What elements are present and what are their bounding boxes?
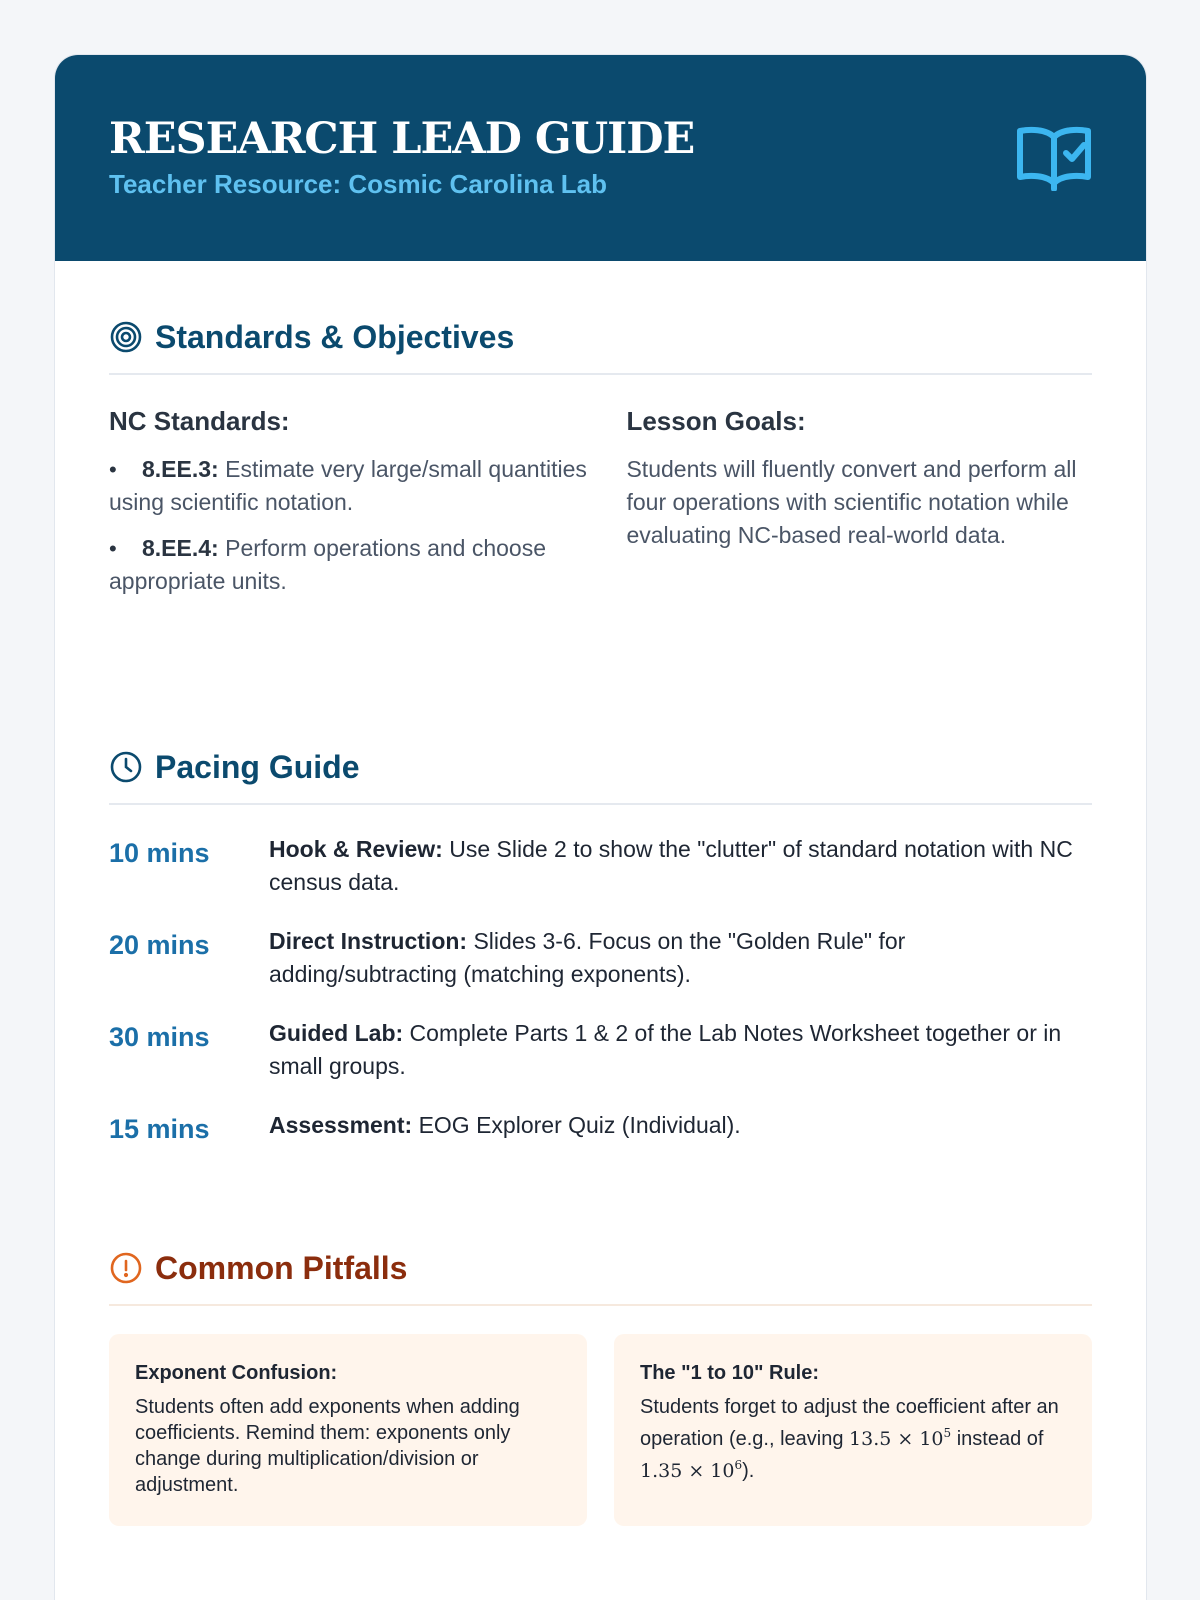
pace-description: Hook & Review: Use Slide 2 to show the "clutter" of standard notation with NC census data. bbox=[269, 836, 1073, 895]
list-item: • 8.EE.3: Estimate very large/small quantities using scientific notation. bbox=[109, 456, 587, 515]
list-item: • 8.EE.4: Perform operations and choose appropriate units. bbox=[109, 535, 547, 594]
pace-time: 30 mins bbox=[109, 1022, 210, 1052]
open-book-check-icon bbox=[1016, 123, 1092, 191]
target-icon bbox=[109, 320, 143, 354]
table-row bbox=[109, 1017, 1092, 1083]
pace-description: Direct Instruction: Slides 3-6. Focus on the "Golden Rule" for adding/subtracting (matching exponents). bbox=[269, 928, 906, 987]
pace-time: 15 mins bbox=[109, 1114, 210, 1144]
pace-time: 10 mins bbox=[109, 838, 210, 868]
pitfalls-title: Common Pitfalls bbox=[155, 1249, 408, 1286]
pacing-section bbox=[109, 747, 1092, 1146]
standards-section bbox=[109, 317, 1092, 611]
lesson-goals bbox=[626, 405, 1092, 611]
nc-standards bbox=[109, 405, 626, 611]
lesson-goals-text: Students will fluently convert and perform all four operations with scientific notation while evaluating NC-based real-world data. bbox=[626, 456, 1077, 548]
table-row bbox=[109, 833, 1092, 899]
math-expression: $13.5 \times 10^5$ bbox=[849, 1426, 952, 1450]
lesson-goals-heading: Lesson Goals: bbox=[626, 406, 806, 436]
math-expression: $1.35 \times 10^6$ bbox=[640, 1458, 743, 1482]
page-title: RESEARCH LEAD GUIDE bbox=[109, 114, 695, 164]
pitfall-heading: Exponent Confusion: bbox=[135, 1362, 338, 1384]
pitfall-text: Students often add exponents when adding coefficients. Remind them: exponents only change during multiplication/division or adjustment. bbox=[135, 1396, 520, 1496]
pace-time: 20 mins bbox=[109, 930, 210, 960]
pitfalls-section bbox=[109, 1248, 1092, 1526]
section-divider bbox=[109, 803, 1092, 805]
pitfall-card bbox=[614, 1334, 1092, 1526]
pace-description: Assessment: EOG Explorer Quiz (Individual). bbox=[269, 1112, 741, 1138]
page-subtitle: Teacher Resource: Cosmic Carolina Lab bbox=[109, 169, 608, 199]
clock-icon bbox=[109, 750, 143, 784]
pitfall-text: Students forget to adjust the coefficient after an operation (e.g., leaving $13.5 \times 10^5$ instead of $1.35 \times 10^6$). bbox=[640, 1396, 1059, 1482]
section-divider bbox=[109, 373, 1092, 375]
pitfall-heading: The "1 to 10" Rule: bbox=[640, 1362, 819, 1384]
nc-standards-heading: NC Standards: bbox=[109, 406, 290, 436]
table-row bbox=[109, 1109, 1092, 1146]
section-divider bbox=[109, 1304, 1092, 1306]
pitfall-card bbox=[109, 1334, 587, 1526]
table-row bbox=[109, 925, 1092, 991]
guide-card bbox=[54, 54, 1147, 1600]
guide-header bbox=[55, 55, 1146, 261]
pace-description: Guided Lab: Complete Parts 1 & 2 of the Lab Notes Worksheet together or in small groups. bbox=[269, 1020, 1062, 1079]
standards-title: Standards & Objectives bbox=[155, 318, 515, 355]
alert-circle-icon bbox=[109, 1251, 143, 1285]
pacing-title: Pacing Guide bbox=[155, 748, 360, 785]
